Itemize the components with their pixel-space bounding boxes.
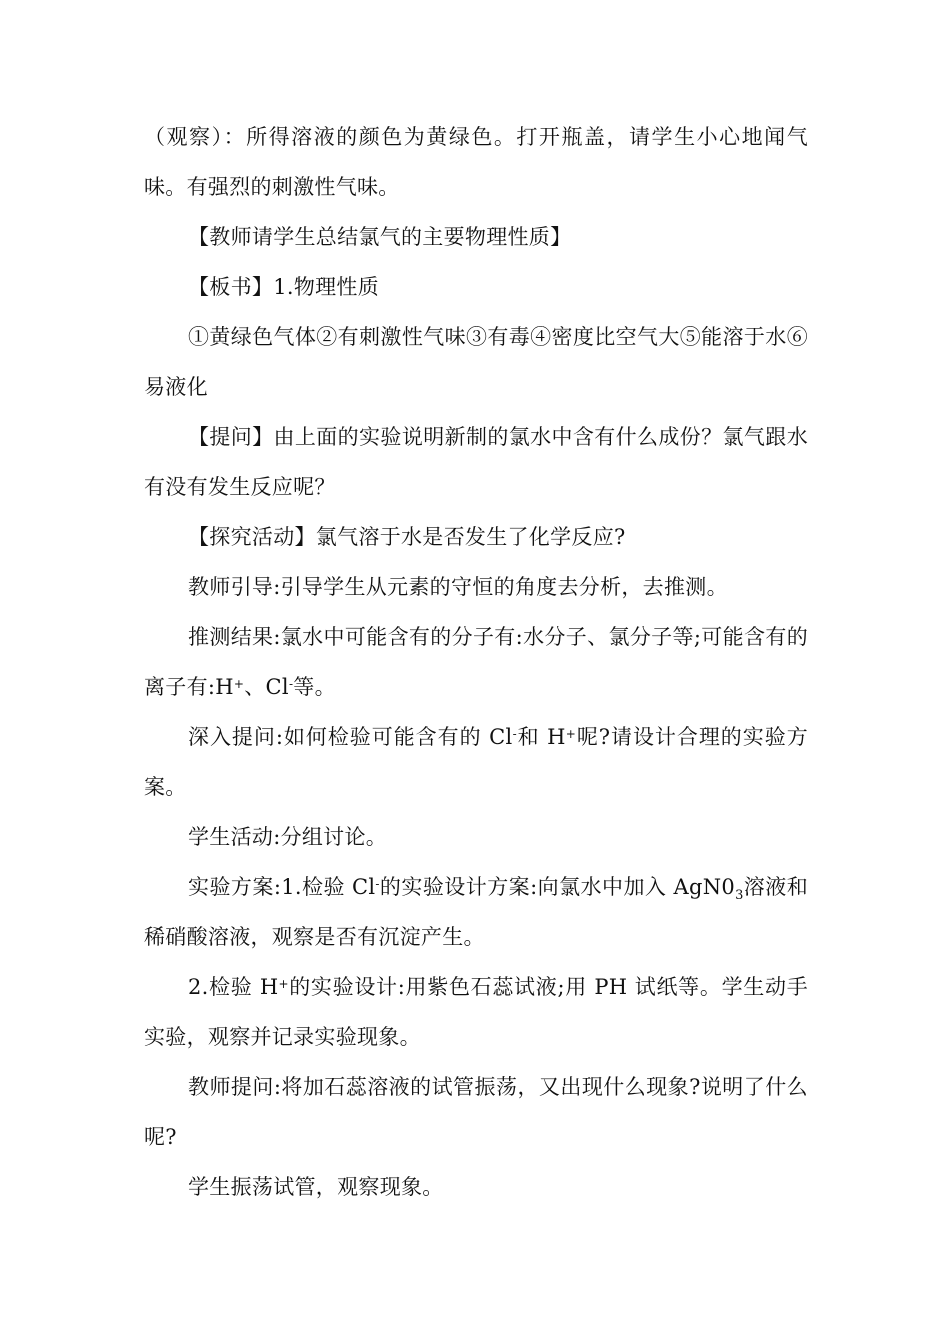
paragraph-inference-result: [144, 612, 808, 712]
superscript: -: [288, 677, 294, 691]
text-run: 和 H: [516, 725, 566, 749]
text-run: 的实验设计方案:向氯水中加入 AgN0: [379, 875, 736, 899]
text-run: 的实验设计:用紫色石蕊试液;用 PH 试纸等。学生动手实验，观察并记录实验现象。: [144, 975, 808, 1049]
paragraph-experiment-plan: [144, 862, 808, 962]
paragraph-teacher-summary: 【教师请学生总结氯气的主要物理性质】: [188, 225, 572, 249]
text-run: 等。: [293, 675, 336, 699]
paragraph-observation: （观察）：所得溶液的颜色为黄绿色。打开瓶盖，请学生小心地闻气味。有强烈的刺激性气味。: [144, 125, 808, 199]
text-run: 实验方案:1.检验 Cl: [188, 875, 376, 899]
paragraph-inquiry-activity: 【探究活动】氯气溶于水是否发生了化学反应?: [188, 525, 626, 549]
superscript: +: [233, 677, 245, 691]
paragraph-deep-question: [144, 712, 808, 812]
superscript: +: [278, 977, 289, 991]
text-run: 深入提问:如何检验可能含有的 Cl: [188, 725, 513, 749]
paragraph-teacher-question: 教师提问:将加石蕊溶液的试管振荡，又出现什么现象?说明了什么呢?: [144, 1075, 808, 1149]
text-run: 溶液和稀硝酸溶液，观察是否有沉淀产生。: [144, 875, 809, 949]
subscript: 3: [735, 888, 744, 903]
paragraph-teacher-guidance: 教师引导:引导学生从元素的守恒的角度去分析，去推测。: [188, 575, 728, 599]
superscript: +: [565, 727, 577, 741]
paragraph-properties-list: ①黄绿色气体②有刺激性气味③有毒④密度比空气大⑤能溶于水⑥易液化: [144, 325, 808, 399]
superscript: -: [512, 727, 517, 741]
superscript: -: [375, 877, 380, 891]
text-run: 2.检验 H: [188, 975, 279, 999]
text-run: 推测结果:氯水中可能含有的分子有:水分子、氯分子等;可能含有的离子有:H: [144, 625, 808, 699]
paragraph-h-test: [144, 962, 808, 1062]
paragraph-student-shake: 学生振荡试管，观察现象。: [188, 1175, 444, 1199]
text-run: 呢?请设计合理的实验方案。: [144, 725, 808, 799]
document-body: [144, 112, 808, 1212]
paragraph-board-heading: 【板书】1.物理性质: [188, 275, 380, 299]
paragraph-student-activity: 学生活动:分组讨论。: [188, 825, 388, 849]
text-run: 、Cl: [244, 675, 289, 699]
paragraph-question: 【提问】由上面的实验说明新制的氯水中含有什么成份？氯气跟水有没有发生反应呢？: [144, 425, 808, 499]
